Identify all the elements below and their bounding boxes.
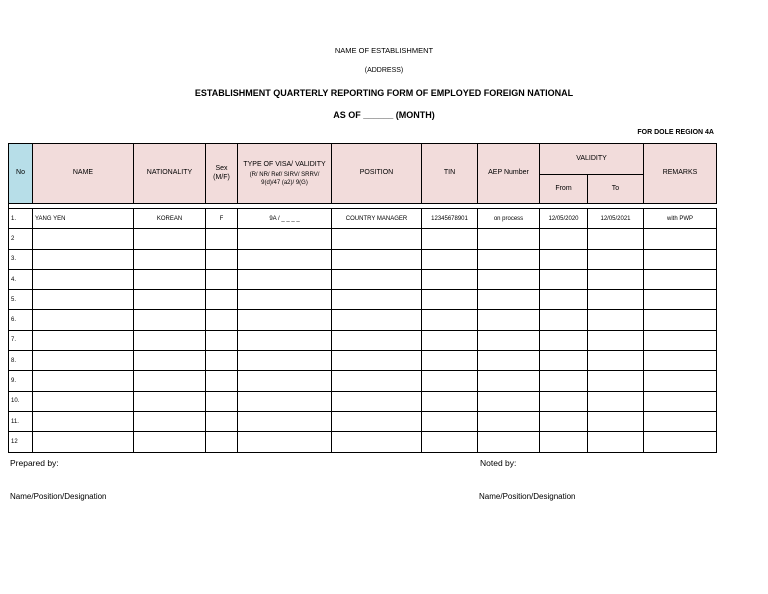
cell-tin[interactable]: 12345678901 (422, 209, 478, 229)
cell-from[interactable] (540, 351, 588, 371)
cell-tin[interactable] (422, 310, 478, 330)
cell-to[interactable] (588, 391, 644, 411)
table-row (9, 229, 717, 249)
cell-tin[interactable] (422, 269, 478, 289)
cell-remarks[interactable] (644, 229, 717, 249)
header-aep: AEP Number (478, 144, 540, 204)
cell-aep[interactable] (478, 249, 540, 269)
cell-remarks[interactable] (644, 411, 717, 431)
cell-position[interactable] (332, 330, 422, 350)
cell-sex[interactable] (206, 290, 238, 310)
cell-visa[interactable] (238, 432, 332, 452)
cell-tin[interactable] (422, 330, 478, 350)
cell-tin[interactable] (422, 229, 478, 249)
cell-position[interactable] (332, 371, 422, 391)
cell-remarks[interactable] (644, 249, 717, 269)
cell-name[interactable] (33, 391, 134, 411)
cell-from[interactable] (540, 391, 588, 411)
cell-position[interactable] (332, 290, 422, 310)
cell-nationality[interactable] (134, 371, 206, 391)
cell-aep[interactable] (478, 411, 540, 431)
header-tin: TIN (422, 144, 478, 204)
cell-to[interactable] (588, 371, 644, 391)
cell-tin[interactable] (422, 249, 478, 269)
cell-position[interactable] (332, 432, 422, 452)
cell-visa[interactable] (238, 371, 332, 391)
cell-visa[interactable]: 9A / _ _ _ _ (238, 209, 332, 229)
cell-to[interactable] (588, 330, 644, 350)
cell-aep[interactable]: on process (478, 209, 540, 229)
cell-remarks[interactable] (644, 269, 717, 289)
prepared-by-name: Name/Position/Designation (10, 492, 107, 501)
table-row (9, 310, 717, 330)
cell-name[interactable] (33, 269, 134, 289)
cell-name[interactable] (33, 290, 134, 310)
cell-remarks[interactable] (644, 371, 717, 391)
cell-position[interactable] (332, 411, 422, 431)
cell-no[interactable]: 10. (9, 391, 33, 411)
cell-from[interactable] (540, 371, 588, 391)
cell-nationality[interactable] (134, 351, 206, 371)
cell-aep[interactable] (478, 432, 540, 452)
cell-nationality[interactable] (134, 411, 206, 431)
cell-name[interactable] (33, 310, 134, 330)
cell-no[interactable]: 4. (9, 269, 33, 289)
cell-name[interactable] (33, 371, 134, 391)
cell-aep[interactable] (478, 229, 540, 249)
header-visa-title: TYPE OF VISA/ VALIDITY (243, 160, 326, 168)
cell-position[interactable] (332, 249, 422, 269)
cell-aep[interactable] (478, 290, 540, 310)
header-remarks: REMARKS (644, 144, 717, 204)
cell-no[interactable]: 9. (9, 371, 33, 391)
cell-sex[interactable] (206, 310, 238, 330)
cell-aep[interactable] (478, 310, 540, 330)
header-nationality: NATIONALITY (134, 144, 206, 204)
cell-to[interactable] (588, 229, 644, 249)
cell-from[interactable] (540, 432, 588, 452)
cell-visa[interactable] (238, 411, 332, 431)
cell-no[interactable]: 6. (9, 310, 33, 330)
cell-aep[interactable] (478, 391, 540, 411)
cell-name[interactable]: YANG YEN (33, 209, 134, 229)
cell-tin[interactable] (422, 391, 478, 411)
cell-remarks[interactable] (644, 330, 717, 350)
cell-visa[interactable] (238, 330, 332, 350)
cell-from[interactable] (540, 411, 588, 431)
cell-nationality[interactable] (134, 391, 206, 411)
noted-by-label: Noted by: (480, 458, 517, 468)
establishment-address: (ADDRESS) (364, 67, 404, 74)
cell-position[interactable] (332, 351, 422, 371)
cell-remarks[interactable] (644, 290, 717, 310)
cell-aep[interactable] (478, 269, 540, 289)
cell-nationality[interactable] (134, 432, 206, 452)
cell-to[interactable] (588, 411, 644, 431)
cell-visa[interactable] (238, 391, 332, 411)
cell-nationality[interactable] (134, 269, 206, 289)
table-row (9, 269, 717, 289)
header-validity: VALIDITY (540, 144, 644, 175)
cell-position[interactable] (332, 391, 422, 411)
cell-sex[interactable] (206, 351, 238, 371)
header-name: NAME (33, 144, 134, 204)
table-row (9, 411, 717, 431)
cell-to[interactable] (588, 290, 644, 310)
cell-aep[interactable] (478, 330, 540, 350)
cell-no[interactable]: 2 (9, 229, 33, 249)
header-from: From (540, 175, 588, 204)
cell-sex[interactable]: F (206, 209, 238, 229)
cell-sex[interactable] (206, 330, 238, 350)
cell-visa[interactable] (238, 310, 332, 330)
cell-visa[interactable] (238, 351, 332, 371)
cell-no[interactable]: 5. (9, 290, 33, 310)
cell-position[interactable] (332, 229, 422, 249)
cell-nationality[interactable] (134, 249, 206, 269)
cell-to[interactable] (588, 249, 644, 269)
cell-name[interactable] (33, 249, 134, 269)
cell-tin[interactable] (422, 290, 478, 310)
cell-aep[interactable] (478, 351, 540, 371)
cell-sex[interactable] (206, 411, 238, 431)
cell-from[interactable] (540, 269, 588, 289)
cell-aep[interactable] (478, 371, 540, 391)
cell-from[interactable] (540, 249, 588, 269)
cell-remarks[interactable] (644, 310, 717, 330)
cell-sex[interactable] (206, 391, 238, 411)
cell-sex[interactable] (206, 269, 238, 289)
cell-no[interactable]: 12 (9, 432, 33, 452)
cell-name[interactable] (33, 330, 134, 350)
cell-from[interactable] (540, 330, 588, 350)
cell-no[interactable]: 7. (9, 330, 33, 350)
cell-from[interactable] (540, 290, 588, 310)
cell-no[interactable]: 3. (9, 249, 33, 269)
cell-name[interactable] (33, 432, 134, 452)
cell-nationality[interactable]: KOREAN (134, 209, 206, 229)
cell-visa[interactable] (238, 269, 332, 289)
establishment-name: NAME OF ESTABLISHMENT (334, 46, 434, 55)
prepared-by-label: Prepared by: (10, 458, 59, 468)
cell-tin[interactable] (422, 411, 478, 431)
header-no: No (9, 144, 33, 204)
cell-to[interactable] (588, 269, 644, 289)
cell-to[interactable] (588, 351, 644, 371)
as-of-month: AS OF ______ (MONTH) (333, 110, 435, 120)
cell-name[interactable] (33, 229, 134, 249)
table-row (9, 209, 717, 229)
cell-position[interactable] (332, 310, 422, 330)
header-sex: Sex (M/F) (206, 144, 238, 204)
cell-remarks[interactable] (644, 391, 717, 411)
header-visa (238, 144, 332, 204)
cell-nationality[interactable] (134, 229, 206, 249)
cell-name[interactable] (33, 351, 134, 371)
cell-to[interactable]: 12/05/2021 (588, 209, 644, 229)
cell-no[interactable]: 1. (9, 209, 33, 229)
cell-to[interactable] (588, 432, 644, 452)
cell-no[interactable]: 8. (9, 351, 33, 371)
cell-sex[interactable] (206, 371, 238, 391)
cell-tin[interactable] (422, 371, 478, 391)
region-label: FOR DOLE REGION 4A (637, 129, 714, 136)
cell-visa[interactable] (238, 290, 332, 310)
cell-visa[interactable] (238, 249, 332, 269)
table-row (9, 351, 717, 371)
cell-position[interactable]: COUNTRY MANAGER (332, 209, 422, 229)
cell-remarks[interactable]: with PWP (644, 209, 717, 229)
table-row (9, 432, 717, 452)
cell-to[interactable] (588, 310, 644, 330)
table-row (9, 290, 717, 310)
header-visa-sub: (R/ NR/ Ref/ SIRV/ SRRV/ 9(d)/47 (a2)/ 9(G) (249, 172, 320, 187)
cell-tin[interactable] (422, 432, 478, 452)
cell-from[interactable] (540, 310, 588, 330)
cell-remarks[interactable] (644, 351, 717, 371)
cell-from[interactable] (540, 229, 588, 249)
header-to: To (588, 175, 644, 204)
cell-no[interactable]: 11. (9, 411, 33, 431)
cell-nationality[interactable] (134, 330, 206, 350)
form-title: ESTABLISHMENT QUARTERLY REPORTING FORM OF EMPLOYED FOREIGN NATIONAL (194, 88, 574, 98)
table-row (9, 249, 717, 269)
cell-sex[interactable] (206, 249, 238, 269)
table-row (9, 330, 717, 350)
table-row (9, 371, 717, 391)
cell-remarks[interactable] (644, 432, 717, 452)
cell-nationality[interactable] (134, 290, 206, 310)
header-position: POSITION (332, 144, 422, 204)
table-row (9, 391, 717, 411)
cell-position[interactable] (332, 269, 422, 289)
cell-nationality[interactable] (134, 310, 206, 330)
cell-sex[interactable] (206, 432, 238, 452)
cell-visa[interactable] (238, 229, 332, 249)
cell-from[interactable]: 12/05/2020 (540, 209, 588, 229)
foreign-national-table (8, 143, 717, 453)
cell-sex[interactable] (206, 229, 238, 249)
cell-tin[interactable] (422, 351, 478, 371)
noted-by-name: Name/Position/Designation (479, 492, 576, 501)
cell-name[interactable] (33, 411, 134, 431)
